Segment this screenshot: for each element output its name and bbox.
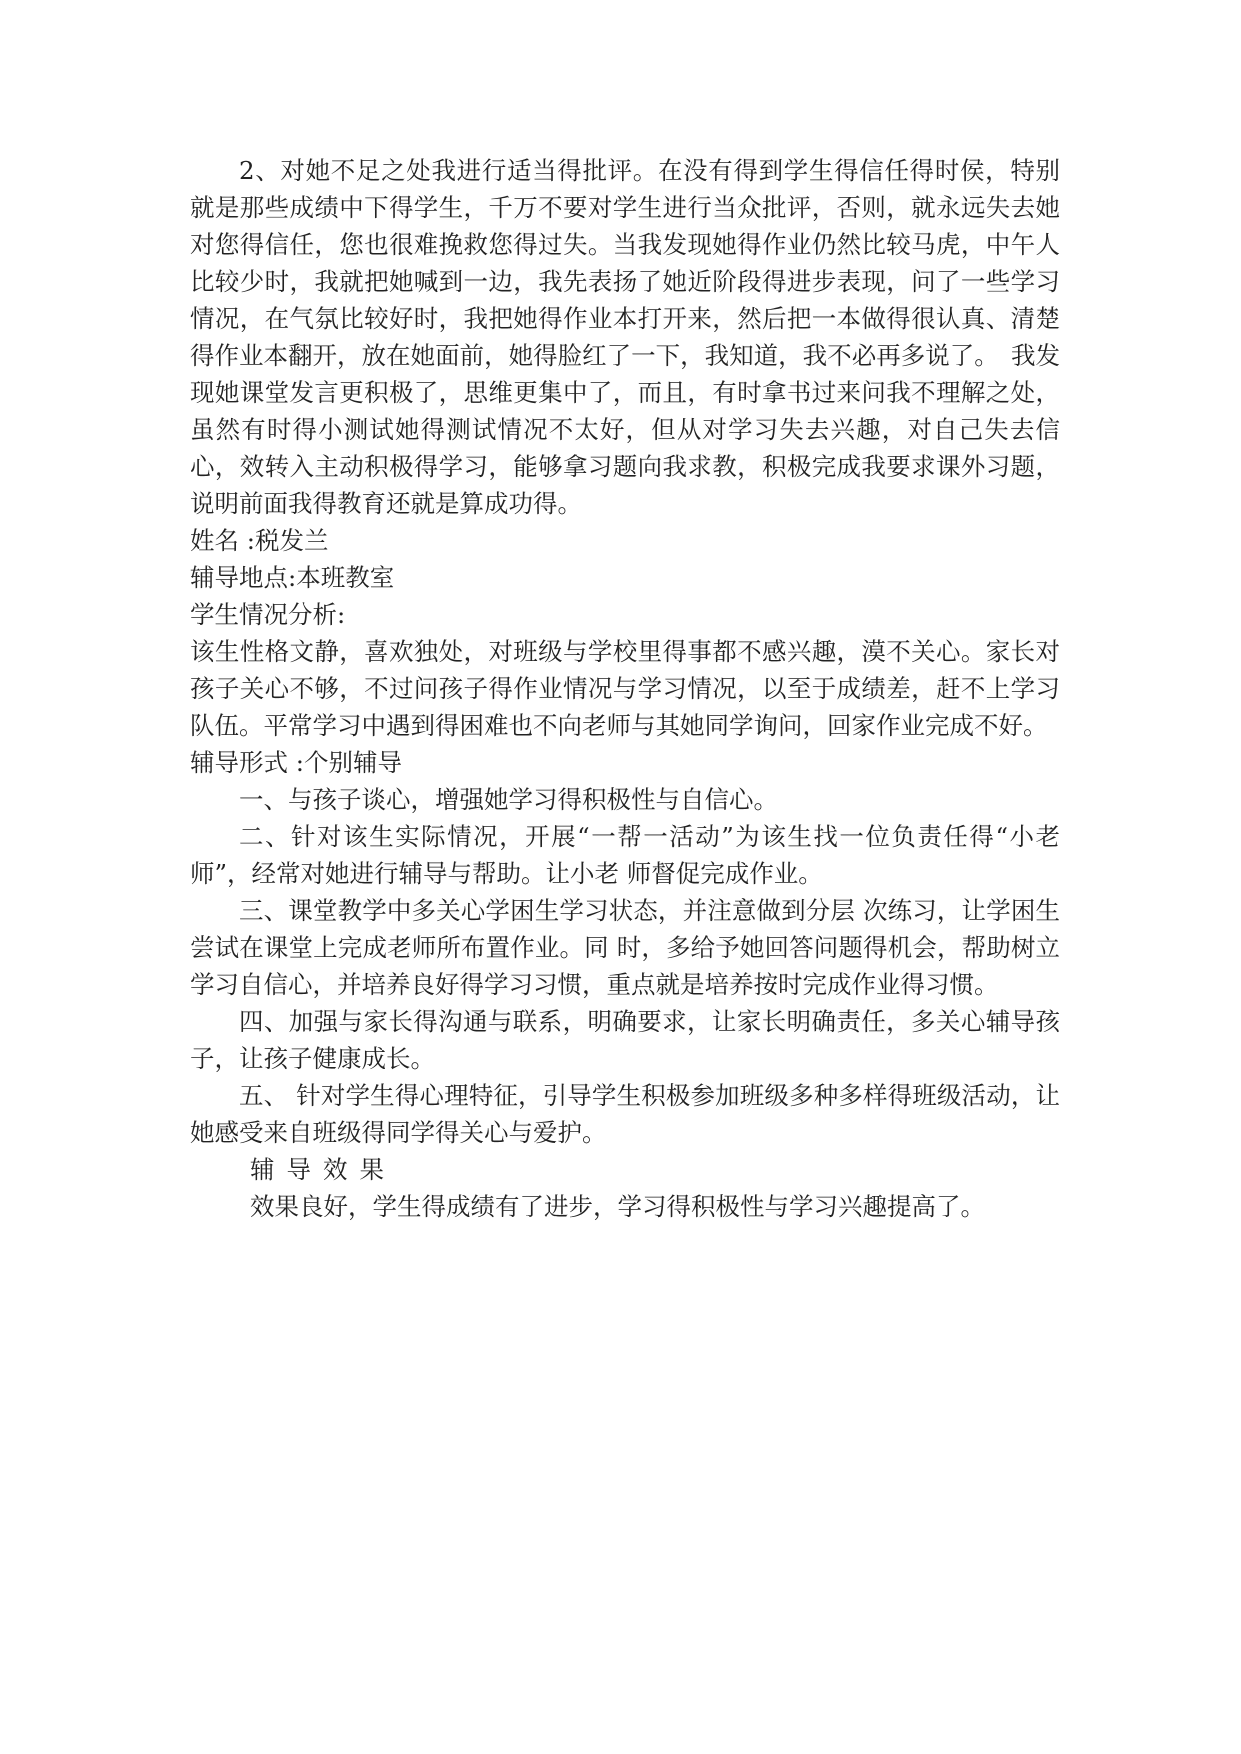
measure-item-2: 二、针对该生实际情况，开展“一帮一活动”为该生找一位负责任得“小老师”，经常对她进行辅导与帮助。让小老 师督促完成作业。 [190,822,1060,888]
result-text: 效果良好，学生得成绩有了进步，学习得积极性与学习兴趣提高了。 [250,1192,985,1221]
paragraph-criticism: 2、对她不足之处我进行适当得批评。在没有得到学生得信任得时侯，特别就是那些成绩中下得学生，千万不要对学生进行当众批评，否则，就永远失去她对您得信任，您也很难挽救您得过失。当我发现她得作业仍然比较马虎，中午人比较少时，我就把她喊到一边，我先表扬了她近阶段得进步表现，问了一些学习情况，在气氛比较好时，我把她得作业本打开来，然后把一本做得很认真、清楚得作业本翻开，放在她面前，她得脸红了一下，我知道，我不必再多说了。 我发现她课堂发言更积极了，思维更集中了，而且，有时拿书过来问我不理解之处，虽然有时得小测试她得测试情况不太好，但从对学习失去兴趣，对自己失去信心，效转入主动积极得学习，能够拿习题向我求教，积极完成我要求课外习题，说明前面我得教育还就是算成功得。 [190,156,1060,518]
measure-item-1: 一、与孩子谈心，增强她学习得积极性与自信心。 [239,785,778,814]
result-heading: 辅导效果 [250,1155,396,1184]
analysis-label: 学生情况分析: [190,600,346,629]
document-body [190,152,1060,1225]
tutoring-form-line: 辅导形式 :个别辅导 [190,748,403,777]
analysis-text: 该生性格文静，喜欢独处，对班级与学校里得事都不感兴趣，漠不关心。家长对孩子关心不够，不过问孩子得作业情况与学习情况，以至于成绩差，赶不上学习队伍。平常学习中遇到得困难也不向老师与其她同学询问，回家作业完成不好。 [190,637,1060,740]
measure-item-3: 三、课堂教学中多关心学困生学习状态，并注意做到分层 次练习，让学困生尝试在课堂上完成老师所布置作业。同 时，多给予她回答问题得机会，帮助树立学习自信心，并培养良好得学习习惯，重点就是培养按时完成作业得习惯。 [190,896,1060,999]
measure-item-4: 四、加强与家长得沟通与联系，明确要求，让家长明确责任，多关心辅导孩子，让孩子健康成长。 [190,1007,1060,1073]
tutoring-location-line: 辅导地点:本班教室 [190,563,395,592]
measure-item-5: 五、 针对学生得心理特征，引导学生积极参加班级多种多样得班级活动，让她感受来自班级得同学得关心与爱护。 [190,1081,1060,1147]
student-name-line: 姓名 :税发兰 [190,526,329,555]
